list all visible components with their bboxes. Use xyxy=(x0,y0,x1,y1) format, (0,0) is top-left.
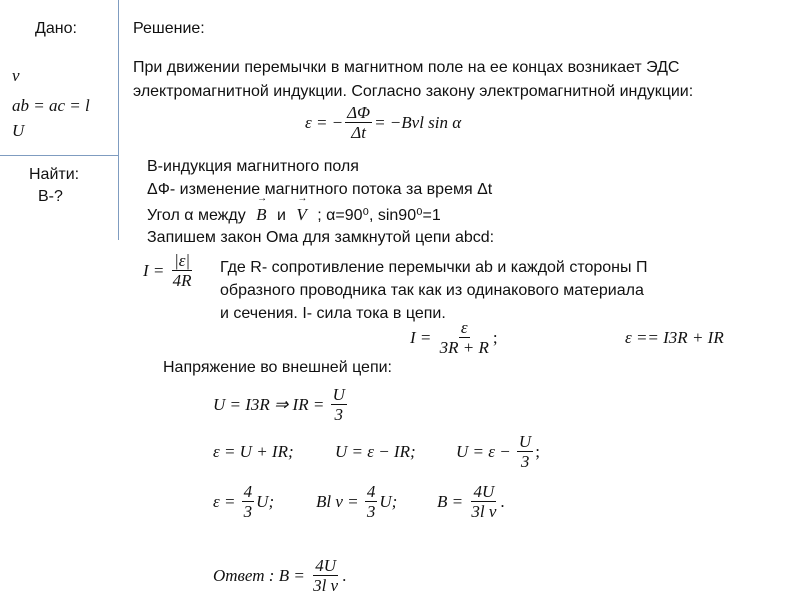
formula-text: I = xyxy=(410,327,436,347)
formula-text: Bl ν = xyxy=(316,491,363,511)
denominator: 3l ν xyxy=(471,502,497,521)
formula-text: ε = − xyxy=(305,112,344,132)
fraction xyxy=(331,385,347,424)
given-divider-vertical xyxy=(118,0,119,240)
angle-and: и xyxy=(277,207,286,224)
find-value: B-? xyxy=(38,188,63,205)
formula-text: I = xyxy=(143,260,169,280)
solution-para-line: электромагнитной индукции. Согласно закону электромагнитной индукции: xyxy=(133,83,694,100)
fraction xyxy=(345,103,372,142)
angle-prefix: Угол α между xyxy=(147,207,246,224)
numerator: |ε| xyxy=(174,251,191,270)
denominator: 3R + R xyxy=(439,338,489,357)
solution-para-line: При движении перемычки в магнитном поле на ее концах возникает ЭДС xyxy=(133,59,680,76)
formula-r2c xyxy=(456,432,540,471)
formula-text: . xyxy=(500,491,505,511)
formula-text: = −Bνl sin α xyxy=(374,112,462,132)
formula-r3c xyxy=(437,482,505,521)
given-item-voltage: U xyxy=(12,121,25,140)
vector-b: → B xyxy=(256,205,266,225)
fraction xyxy=(171,251,194,290)
fraction xyxy=(242,482,255,521)
denominator: Δt xyxy=(351,123,366,142)
numerator: 4U xyxy=(473,482,495,501)
where-line: образного проводника так как из одинакового материала xyxy=(220,282,644,299)
formula-current xyxy=(410,318,498,357)
denominator: 3 xyxy=(334,405,343,424)
formula-answer xyxy=(213,556,346,595)
denominator: 3 xyxy=(366,502,376,521)
formula-text: . xyxy=(342,565,347,585)
denominator: 3 xyxy=(520,452,530,471)
formula-emf xyxy=(305,103,461,142)
given-divider-horizontal xyxy=(0,155,119,156)
formula-u1 xyxy=(213,385,349,424)
fraction xyxy=(438,318,491,357)
formula-text: B = xyxy=(437,491,468,511)
numerator: U xyxy=(332,385,345,404)
formula-text: U = ε − xyxy=(456,441,515,461)
formula-text: U = ε − IR; xyxy=(335,442,416,461)
where-line: и сечения. I- сила тока в цепи. xyxy=(220,305,446,322)
formula-text: U = I3R ⇒ IR = xyxy=(213,394,329,414)
fraction xyxy=(311,556,340,595)
numerator: 4 xyxy=(243,482,253,501)
formula-emf-sum xyxy=(625,318,724,358)
given-title: Дано: xyxy=(35,20,77,37)
angle-suffix: ; α=90⁰, sin90⁰=1 xyxy=(317,207,441,224)
fraction xyxy=(365,482,378,521)
formula-text: U; xyxy=(256,491,275,511)
numerator: ΔΦ xyxy=(347,103,371,122)
formula-text: U; xyxy=(379,491,398,511)
formula-text: Ответ : B = xyxy=(213,565,310,585)
formula-current-abs xyxy=(143,251,196,290)
denominator: 4R xyxy=(172,271,192,290)
given-item-lengths: ab = ac = l xyxy=(12,96,90,115)
line-dphi-definition: ΔФ- изменение магнитного потока за время Δt xyxy=(147,181,493,198)
vector-v: → V xyxy=(296,205,306,225)
solution-title: Решение: xyxy=(133,20,205,37)
formula-r2b xyxy=(335,432,416,472)
find-title: Найти: xyxy=(29,166,80,183)
line-angle xyxy=(147,205,441,225)
numerator: ε xyxy=(460,318,468,337)
formula-r3b xyxy=(316,482,397,521)
formula-text: ; xyxy=(535,441,540,461)
line-b-definition: B-индукция магнитного поля xyxy=(147,158,359,175)
denominator: 3 xyxy=(243,502,253,521)
fraction xyxy=(517,432,533,471)
formula-r2a xyxy=(213,432,294,472)
formula-r3a xyxy=(213,482,274,521)
formula-text: ε == I3R + IR xyxy=(625,328,724,347)
numerator: U xyxy=(518,432,532,451)
numerator: 4U xyxy=(315,556,336,575)
denominator: 3l ν xyxy=(313,576,339,595)
given-item-velocity: ν xyxy=(12,66,20,85)
where-line: Где R- сопротивление перемычки ab и каждой стороны П xyxy=(220,259,648,276)
fraction xyxy=(469,482,498,521)
formula-text: ε = xyxy=(213,491,240,511)
formula-text: ; xyxy=(492,327,498,347)
line-ohm: Запишем закон Ома для замкнутой цепи abcd: xyxy=(147,229,495,246)
formula-text: ε = U + IR; xyxy=(213,442,294,461)
voltage-heading: Напряжение во внешней цепи: xyxy=(163,359,392,376)
numerator: 4 xyxy=(366,482,376,501)
